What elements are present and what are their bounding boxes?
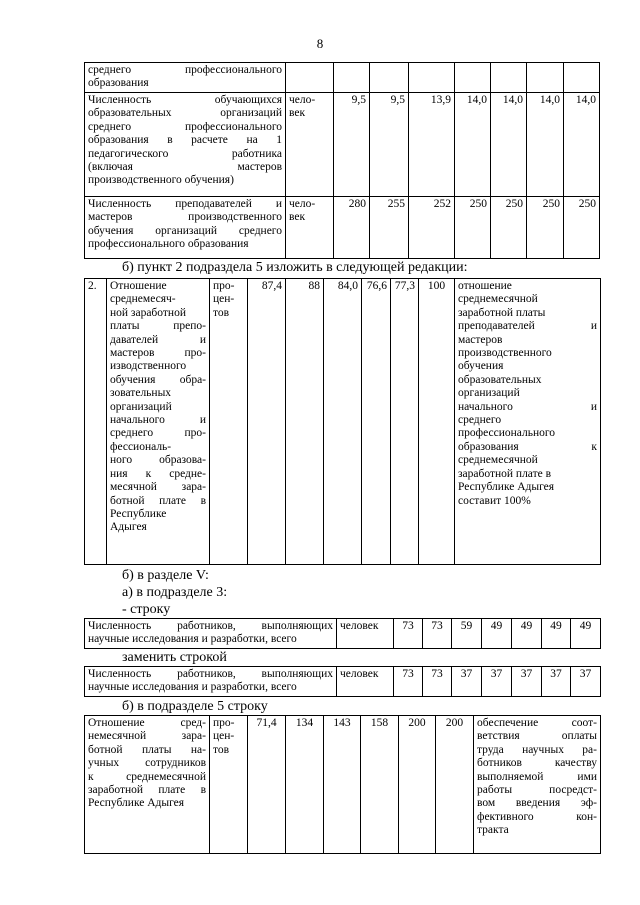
value-cell: 37: [482, 667, 512, 697]
row-label: [107, 279, 210, 565]
unit-line: чело-: [289, 94, 316, 106]
value-cell: 250: [455, 197, 491, 259]
table-row: [85, 667, 601, 697]
note-line: заработной платы: [458, 306, 546, 319]
label-line: организаций: [110, 400, 172, 413]
value-cell: 280: [334, 197, 370, 259]
row-label: [85, 619, 337, 649]
label-line: начального и: [110, 414, 206, 427]
label-line: к среднемесячной: [88, 770, 206, 783]
row-label: [85, 63, 286, 93]
label-line: немесячной зара-: [88, 730, 206, 743]
value-cell: 37: [512, 667, 542, 697]
section-heading: б) в разделе V:: [122, 568, 209, 583]
value-cell: 255: [370, 197, 409, 259]
value-cell: 250: [491, 197, 527, 259]
label-line: учных сотрудников: [88, 757, 206, 770]
note-line: тракта: [477, 824, 509, 837]
researchers-count-old-row: [84, 618, 601, 649]
label-line: среднего профессионального: [88, 120, 282, 133]
note-line: ветствия оплаты: [477, 730, 597, 743]
label-line: обучения обра-: [110, 373, 206, 386]
label-line: платы препо-: [110, 320, 206, 333]
value-cell: 59: [452, 619, 482, 649]
value-cell: 73: [423, 619, 452, 649]
label-line: ния к средне-: [110, 467, 206, 480]
unit-cell: человек: [337, 619, 394, 649]
item-number: 2.: [85, 279, 107, 565]
value-cell: 14,0: [455, 93, 491, 197]
label-line: научные исследования и разработки, всего: [88, 633, 297, 646]
indicators-table-top: [84, 62, 600, 259]
table-row: [85, 279, 601, 565]
note-line: выполняемой ими: [477, 770, 597, 783]
label-line: Численность обучающихся: [88, 94, 282, 106]
label-line: фессиональ-: [110, 440, 172, 453]
label-line: зовательных: [110, 387, 172, 400]
indicator-table-item-2: [84, 278, 601, 565]
row-label: [85, 197, 286, 259]
note-line: отношение: [458, 280, 512, 292]
note-line: среднего: [458, 414, 502, 427]
section-heading: - строку: [122, 602, 171, 617]
note-line: ботников качеству: [477, 757, 597, 770]
unit-cell: [286, 93, 334, 197]
label-line: образования в расчете на 1: [88, 134, 282, 147]
value-cell: 49: [542, 619, 571, 649]
label-line: Отношение сред-: [88, 717, 206, 729]
note-line: образовательных: [458, 373, 542, 386]
table-row: [85, 716, 601, 854]
note-line: образования к: [458, 440, 597, 453]
value-cell: 76,6: [362, 279, 391, 565]
label-line: производственного обучения): [88, 174, 234, 187]
value-cell: 87,4: [248, 279, 286, 565]
label-line: ного образова-: [110, 454, 206, 467]
section-heading: а) в подразделе 3:: [122, 585, 228, 600]
table-row: [85, 63, 600, 93]
note-line: составит 100%: [458, 494, 531, 507]
unit-line: про-: [213, 280, 235, 292]
label-line: заработной плате в: [88, 784, 206, 797]
label-line: ботной плате в: [110, 494, 206, 507]
value-cell: 250: [564, 197, 600, 259]
table-row: [85, 93, 600, 197]
value-cell: 14,0: [527, 93, 564, 197]
label-line: Отношение: [110, 280, 167, 292]
unit-cell: человек: [337, 667, 394, 697]
value-cell: 73: [394, 667, 423, 697]
note-line: обеспечение соот-: [477, 717, 597, 729]
value-cell: 13,9: [409, 93, 455, 197]
label-line: мастеров про-: [110, 347, 206, 360]
value-cell: 134: [286, 716, 324, 854]
label-line: (включая мастеров: [88, 161, 282, 174]
note-line: фективного кон-: [477, 810, 597, 823]
label-line: Республике Адыгея: [88, 797, 185, 810]
note-line: организаций: [458, 387, 520, 400]
note-cell: [455, 279, 601, 565]
unit-line: век: [289, 211, 306, 224]
label-line: давателей и: [110, 333, 206, 346]
label-line: Численность преподавателей и: [88, 198, 282, 210]
unit-line: тов: [213, 743, 230, 756]
value-cell: 84,0: [324, 279, 362, 565]
note-line: среднемесячной: [458, 454, 538, 467]
label-line: среднего про-: [110, 427, 206, 440]
note-line: работы посредст-: [477, 784, 597, 797]
research-salary-ratio-table: [84, 715, 601, 854]
value-cell: 37: [571, 667, 601, 697]
label-line: среднего профессионального: [88, 64, 282, 76]
label-line: месячной зара-: [110, 481, 206, 494]
researchers-count-new-row: [84, 666, 601, 697]
unit-line: про-: [213, 717, 235, 729]
note-line: преподавателей и: [458, 320, 597, 333]
note-line: труда научных ра-: [477, 743, 597, 756]
label-line: изводственного: [110, 360, 187, 373]
label-line: Адыгея: [110, 521, 147, 534]
unit-line: век: [289, 107, 306, 120]
value-cell: 200: [436, 716, 474, 854]
unit-line: тов: [213, 306, 230, 319]
value-cell: 49: [512, 619, 542, 649]
unit-line: цен-: [213, 730, 235, 743]
label-line: образования: [88, 77, 149, 90]
note-line: Республике Адыгея: [458, 481, 555, 494]
label-line: Численность работников, выполняющих: [88, 668, 333, 680]
table-row: [85, 197, 600, 259]
value-cell: 9,5: [370, 93, 409, 197]
label-line: профессионального образования: [88, 238, 249, 251]
unit-line: цен-: [213, 293, 235, 306]
value-cell: 200: [399, 716, 436, 854]
value-cell: 37: [452, 667, 482, 697]
value-cell: 37: [542, 667, 571, 697]
label-line: ботной платы на-: [88, 743, 206, 756]
note-cell: [474, 716, 601, 854]
unit-cell: [210, 716, 248, 854]
value-cell: 88: [286, 279, 324, 565]
label-line: Республике: [110, 507, 167, 520]
label-line: среднемесяч-: [110, 293, 176, 306]
value-cell: 143: [324, 716, 361, 854]
value-cell: 49: [571, 619, 601, 649]
section-heading: б) пункт 2 подраздела 5 изложить в следующей редакции:: [122, 260, 468, 275]
label-line: педагогического работника: [88, 147, 282, 160]
note-line: производственного: [458, 347, 552, 360]
page-number: 8: [316, 36, 324, 51]
value-cell: 250: [527, 197, 564, 259]
note-line: среднемесячной: [458, 293, 538, 306]
row-label: [85, 716, 210, 854]
note-line: заработной плате в: [458, 467, 552, 480]
table-row: [85, 619, 601, 649]
value-cell: 9,5: [334, 93, 370, 197]
value-cell: 73: [423, 667, 452, 697]
value-cell: 14,0: [564, 93, 600, 197]
section-heading: заменить строкой: [122, 650, 227, 665]
unit-line: чело-: [289, 198, 316, 210]
unit-cell: [286, 197, 334, 259]
value-cell: 158: [361, 716, 399, 854]
label-line: обучения организаций среднего: [88, 224, 282, 237]
label-line: мастеров производственного: [88, 211, 282, 224]
label-line: Численность работников, выполняющих: [88, 620, 333, 632]
section-heading: б) в подразделе 5 строку: [122, 699, 268, 714]
value-cell: 73: [394, 619, 423, 649]
value-cell: 49: [482, 619, 512, 649]
note-line: обучения: [458, 360, 504, 373]
label-line: образовательных организаций: [88, 107, 282, 120]
value-cell: 252: [409, 197, 455, 259]
value-cell: 71,4: [248, 716, 286, 854]
value-cell: 100: [419, 279, 455, 565]
label-line: ной заработной: [110, 306, 186, 319]
value-cell: 77,3: [391, 279, 419, 565]
row-label: [85, 667, 337, 697]
unit-cell: [210, 279, 248, 565]
note-line: профессионального: [458, 427, 556, 440]
note-line: начального и: [458, 400, 597, 413]
note-line: вом введения эф-: [477, 797, 597, 810]
value-cell: 14,0: [491, 93, 527, 197]
label-line: научные исследования и разработки, всего: [88, 681, 297, 694]
note-line: мастеров: [458, 333, 503, 346]
row-label: [85, 93, 286, 197]
